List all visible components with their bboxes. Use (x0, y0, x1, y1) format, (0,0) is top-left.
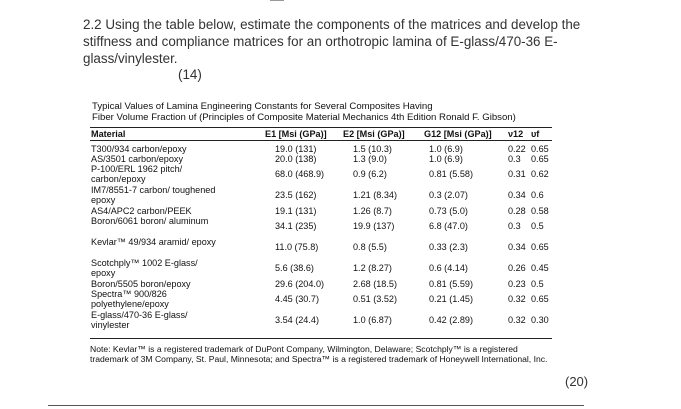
v12-cell: 0.28 (508, 206, 526, 216)
g12-cell: 0.81 (5.58) (429, 169, 473, 179)
g12-cell: 1.0 (6.9) (429, 154, 463, 164)
vf-cell: 0.62 (531, 169, 549, 179)
e1-cell: 20.0 (138) (275, 154, 317, 164)
v12-cell: 0.26 (508, 263, 526, 273)
v12-cell: 0.34 (508, 242, 526, 252)
vf-cell: 0.45 (531, 263, 549, 273)
e1-cell: 3.54 (24.4) (275, 315, 319, 325)
g12-cell: 0.42 (2.89) (429, 315, 473, 325)
vf-cell: 0.65 (531, 144, 549, 154)
caption-line-2: Fiber Volume Fraction υf (Principles of Composite Material Mechanics 4th Edition Ronald F. Gibson) (92, 112, 516, 123)
v12-cell: 0.3 (508, 221, 521, 231)
v12-cell: 0.31 (508, 169, 526, 179)
question-text: 2.2 Using the table below, estimate the components of the matrices and develop the stiffness and compliance matrices for an orthotropic lamina of E-glass/470-36 E-glass/vinylester. (83, 17, 581, 66)
e1-cell: 19.1 (131) (275, 206, 317, 216)
e2-cell: 2.68 (18.5) (353, 279, 397, 289)
g12-cell: 0.3 (2.07) (429, 190, 468, 200)
e1-cell: 29.6 (204.0) (275, 279, 325, 289)
header-e2: E2 [Msi (GPa)] (343, 129, 405, 139)
e1-cell: 68.0 (468.9) (275, 169, 325, 179)
e2-cell: 1.2 (8.27) (353, 263, 392, 273)
table-note: Note: Kevlar™ is a registered trademark of DuPont Company, Wilmington, Delaware; Scotchply™ is a registered trademark of 3M Company, St. Paul, Minnesota; and Spectra™ is a registered trademark of Honeywell International, Inc. (90, 344, 548, 364)
caption-line-1: Typical Values of Lamina Engineering Constants for Several Composites Having (92, 101, 433, 112)
table-caption (92, 101, 516, 123)
vf-cell: 0.58 (531, 206, 549, 216)
header-v12: ν12 (508, 129, 524, 139)
lamina-constants-table (90, 127, 552, 339)
table-header-rule (90, 140, 552, 141)
material-cell: P-100/ERL 1962 pitch/ carbon/epoxy (91, 164, 183, 184)
table-top-rule (90, 127, 552, 128)
vf-cell: 0.30 (531, 315, 549, 325)
g12-cell: 0.6 (4.14) (429, 263, 468, 273)
vf-cell: 0.6 (531, 190, 544, 200)
v12-cell: 0.23 (508, 279, 526, 289)
e1-cell: 23.5 (162) (275, 190, 317, 200)
material-cell: IM7/8551-7 carbon/ toughened epoxy (91, 185, 216, 205)
header-e1: E1 [Msi (GPa)] (265, 129, 327, 139)
vf-cell: 0.5 (531, 221, 544, 231)
header-vf: υf (531, 129, 540, 139)
vf-cell: 0.65 (531, 242, 549, 252)
top-divider-fragment (270, 0, 284, 3)
v12-cell: 0.34 (508, 190, 526, 200)
header-g12: G12 [Msi (GPa)] (424, 129, 492, 139)
table-bottom-rule (90, 338, 552, 339)
e2-cell: 1.3 (9.0) (353, 154, 387, 164)
g12-cell: 1.0 (6.9) (429, 144, 463, 154)
question-marks: (14) (178, 67, 202, 82)
v12-cell: 0.22 (508, 144, 526, 154)
material-cell: AS4/APC2 carbon/PEEK (91, 206, 192, 216)
g12-cell: 6.8 (47.0) (429, 221, 468, 231)
e2-cell: 0.51 (3.52) (353, 294, 397, 304)
material-cell: E-glass/470-36 E-glass/ vinylester (91, 310, 188, 330)
material-cell: AS/3501 carbon/epoxy (91, 154, 184, 164)
e1-cell: 34.1 (235) (275, 221, 317, 231)
g12-cell: 0.81 (5.59) (429, 279, 473, 289)
bottom-divider (48, 405, 584, 406)
g12-cell: 0.33 (2.3) (429, 242, 468, 252)
v12-cell: 0.32 (508, 294, 526, 304)
material-cell: Spectra™ 900/826 polyethylene/epoxy (91, 289, 169, 309)
e2-cell: 19.9 (137) (353, 221, 395, 231)
e2-cell: 1.0 (6.87) (353, 315, 392, 325)
v12-cell: 0.32 (508, 315, 526, 325)
material-cell: Boron/5505 boron/epoxy (91, 279, 191, 289)
e2-cell: 1.21 (8.34) (353, 190, 397, 200)
vf-cell: 0.5 (531, 279, 544, 289)
material-cell: T300/934 carbon/epoxy (91, 144, 187, 154)
e2-cell: 0.8 (5.5) (353, 242, 387, 252)
e1-cell: 4.45 (30.7) (275, 294, 319, 304)
material-cell: Kevlar™ 49/934 aramid/ epoxy (91, 237, 216, 247)
e2-cell: 1.5 (10.3) (353, 144, 392, 154)
e1-cell: 5.6 (38.6) (275, 263, 314, 273)
e2-cell: 1.26 (8.7) (353, 206, 392, 216)
v12-cell: 0.3 (508, 154, 521, 164)
e1-cell: 19.0 (131) (275, 144, 317, 154)
g12-cell: 0.21 (1.45) (429, 294, 473, 304)
material-cell: Scotchply™ 1002 E-glass/ epoxy (91, 258, 198, 278)
header-material: Material (91, 129, 126, 139)
vf-cell: 0.65 (531, 294, 549, 304)
g12-cell: 0.73 (5.0) (429, 206, 468, 216)
total-marks: (20) (565, 374, 589, 389)
vf-cell: 0.65 (531, 154, 549, 164)
e2-cell: 0.9 (6.2) (353, 169, 387, 179)
material-cell: Boron/6061 boron/ aluminum (91, 216, 209, 226)
e1-cell: 11.0 (75.8) (275, 242, 319, 252)
